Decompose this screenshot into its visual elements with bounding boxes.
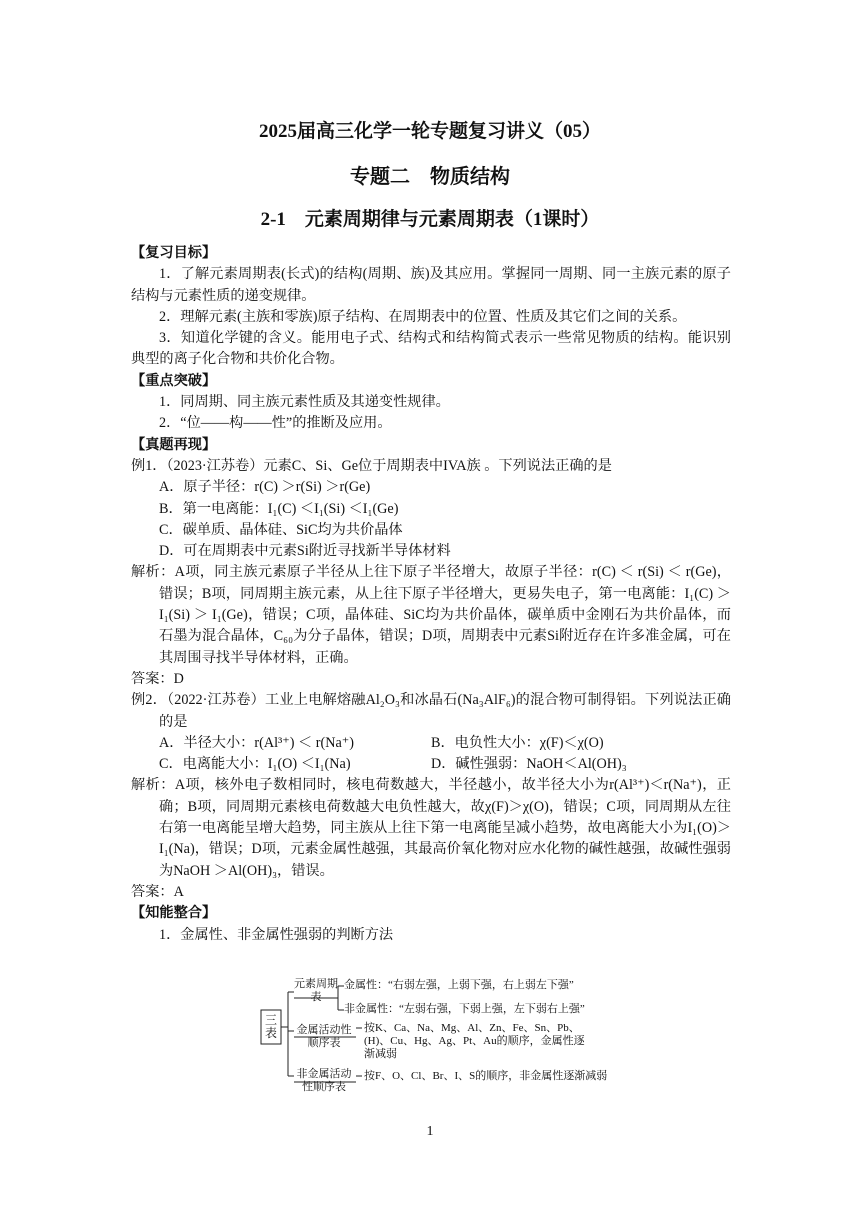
focus-item-2: 2．“位——构——性”的推断及应用。	[159, 415, 392, 432]
example2-option-b: B．电负性大小：χ(F)＜χ(O)	[431, 734, 604, 751]
page-number: 1	[426, 1124, 434, 1139]
exam-heading: 【真题再现】	[131, 436, 217, 453]
lesson-title: 2-1 元素周期律与元素周期表（1课时）	[260, 209, 600, 230]
three-tables-diagram	[258, 976, 618, 1096]
example2-analysis: 解析：A项，核外电子数相同时，核电荷数越大，半径越小，故半径大小为r(Al³⁺)＜r(Na⁺)，正确；B项，同周期元素核电荷数越大电负性越大，故χ(F)＞χ(O)，错误；C项，同周期从左往右第一电离能呈增大趋势，同主族从上往下第一电离能呈减小趋势，故电离能大小为I₁(O)＞I₁(Na)，错误；D项，元素金属性越强，其最高价氧化物对应水化物的碱性越强，故碱性强弱为NaOH ＞Al(OH)₃，错误。	[131, 777, 731, 879]
example2-options-row-2	[131, 754, 731, 775]
example2-option-a: A．半径大小：r(Al³⁺) ＜ r(Na⁺)	[159, 734, 354, 751]
diagram-branch-periodic-table: 元素周期表	[294, 978, 338, 1003]
focus-heading: 【重点突破】	[131, 372, 217, 389]
diagram-nonmetal-rule: 非金属性：“左弱右强，下弱上强，左下弱右上强”	[344, 1003, 585, 1015]
example2-answer: 答案：A	[131, 883, 184, 900]
diagram-metal-rule: 金属性：“右弱左强，上弱下强，右上弱左下强”	[344, 979, 574, 991]
example2-question: 例2．（2022·江苏卷）工业上电解熔融Al₂O₃和冰晶石(Na₃AlF₆)的混合物可制得铝。下列说法正确的是	[131, 692, 731, 730]
knowledge-item-1: 1．金属性、非金属性强弱的判断方法	[159, 926, 394, 943]
example1-option-d: D．可在周期表中元素Si附近寻找新半导体材料	[159, 543, 451, 560]
example1-option-b: B．第一电离能：I₁(C) ＜I₁(Si) ＜I₁(Ge)	[159, 500, 399, 517]
goal-item-3: 3．知道化学键的含义。能用电子式、结构式和结构简式表示一些常见物质的结构。能识别典型的离子化合物和共价化合物。	[131, 330, 731, 368]
example1-option-a: A．原子半径：r(C) ＞r(Si) ＞r(Ge)	[159, 479, 371, 496]
goals-heading: 【复习目标】	[131, 245, 217, 261]
example1-question: 例1．（2023·江苏卷）元素C、Si、Ge位于周期表中IVA族 。下列说法正确的是	[131, 457, 612, 474]
example1-answer: 答案：D	[131, 670, 184, 687]
diagram-branch-metal-activity: 金属活动性顺序表	[296, 1024, 352, 1049]
example1-analysis: 解析：A项，同主族元素原子半径从上往下原子半径增大，故原子半径：r(C) ＜ r(Si) ＜ r(Ge)，错误；B项，同周期主族元素，从上往下原子半径增大，更易失电子，第一电离能：I₁(C) ＞ I₁(Si) ＞ I₁(Ge)，错误；C项，晶体硅、SiC均为共价晶体，碳单质中金刚石为共价晶体，而石墨为混合晶体，C₆₀为分子晶体，错误；D项，周期表中元素Si附近存在许多准金属，可在其周围寻找半导体材料，正确。	[131, 564, 731, 666]
diagram-root: 三表	[264, 1013, 277, 1040]
diagram-metal-activity-text: 按K、Ca、Na、Mg、Al、Zn、Fe、Sn、Pb、(H)、Cu、Hg、Ag、Pt、Au的顺序，金属性逐渐减弱	[364, 1022, 585, 1060]
document-body	[131, 243, 731, 946]
example2-option-c: C．电离能大小：I₁(O) ＜I₁(Na)	[159, 756, 351, 773]
topic-title: 专题二 物质结构	[350, 166, 510, 188]
goal-item-1: 1．了解元素周期表(长式)的结构(周期、族)及其应用。掌握同一周期、同一主族元素的原子结构与元素性质的递变规律。	[131, 266, 731, 304]
diagram-branch-nonmetal-activity: 非金属活动性顺序表	[296, 1068, 352, 1093]
example2-option-d: D．碱性强弱：NaOH＜Al(OH)₃	[431, 756, 627, 773]
knowledge-heading: 【知能整合】	[131, 905, 217, 922]
focus-item-1: 1．同周期、同主族元素性质及其递变性规律。	[159, 394, 450, 411]
document-title: 2025届高三化学一轮专题复习讲义（05）	[258, 121, 601, 142]
diagram-nonmetal-activity-text: 按F、O、Cl、Br、I、S的顺序，非金属性逐渐减弱	[364, 1070, 608, 1082]
goal-item-2: 2．理解元素(主族和零族)原子结构、在周期表中的位置、性质及其它们之间的关系。	[159, 308, 687, 325]
example2-options-row-1	[131, 733, 731, 754]
example1-option-c: C．碳单质、晶体硅、SiC均为共价晶体	[159, 521, 403, 538]
